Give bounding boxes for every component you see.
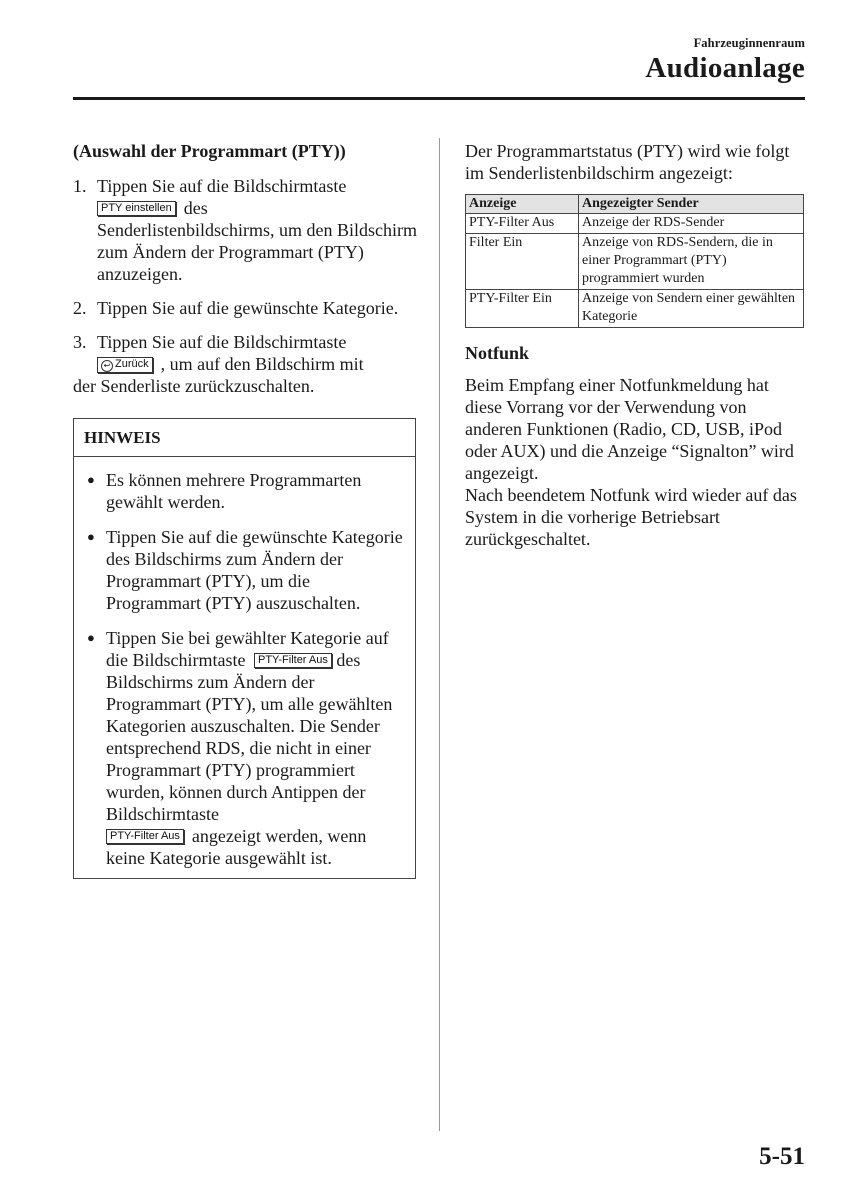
zurueck-key <box>97 357 153 373</box>
zurueck-key-label: Zurück <box>115 358 149 370</box>
table-cell: Anzeige von Sendern einer gewählten Kategorie <box>579 290 804 328</box>
hinweis-body <box>74 457 415 878</box>
table-cell: PTY-Filter Aus <box>466 214 579 234</box>
table-cell: PTY-Filter Ein <box>466 290 579 328</box>
table-header-row <box>466 195 804 214</box>
notfunk-paragraph: Nach beendetem Notfunk wird wieder auf das System in die vorherige Betriebsart zurückgeschaltet. <box>465 485 797 549</box>
pty-heading: (Auswahl der Programmart (PTY)) <box>73 141 346 161</box>
pty-status-table <box>465 194 804 328</box>
hinweis-box <box>73 418 416 879</box>
page-number: 5-51 <box>759 1143 805 1170</box>
table-row <box>466 290 804 328</box>
table-header-cell: Anzeige <box>466 195 579 214</box>
bullet-icon: ● <box>87 630 95 645</box>
hinweis-title: HINWEIS <box>74 419 415 457</box>
bullet-text: angezeigt werden, wenn <box>191 826 367 846</box>
column-divider <box>439 138 440 1131</box>
notfunk-heading: Notfunk <box>465 343 530 363</box>
bullet-text: Tippen Sie bei gewählter Kategorie auf die Bildschirmtaste <box>106 628 389 670</box>
key-row <box>97 353 418 375</box>
header-divider <box>73 97 805 100</box>
step-text: , um auf den Bildschirm mit <box>160 354 364 374</box>
page-title: Audioanlage <box>645 52 805 84</box>
step-list <box>73 175 418 397</box>
hinweis-bullet <box>84 469 405 513</box>
table-row <box>466 214 804 234</box>
bullet-icon: ● <box>87 529 95 544</box>
header-section-label: Fahrzeuginnenraum <box>693 36 805 50</box>
table-header-cell: Angezeigter Sender <box>579 195 804 214</box>
table-row <box>466 234 804 290</box>
step-1 <box>73 175 418 285</box>
step-2 <box>73 297 418 319</box>
step-text: Tippen Sie auf die Bildschirmtaste <box>97 176 347 196</box>
hinweis-bullet <box>84 627 405 869</box>
pty-filter-aus-key: PTY-Filter Aus <box>254 653 332 668</box>
step-3 <box>73 331 418 397</box>
notfunk-paragraph: Beim Empfang einer Notfunkmeldung hat diese Vorrang vor der Verwendung von anderen Funktionen (Radio, CD, USB, iPod oder AUX) und die Anzeige “Signalton” wird angezeigt. <box>465 375 794 483</box>
step-text: Senderlistenbildschirms, um den Bildschirm zum Ändern der Programmart (PTY) anzuzeigen. <box>97 220 417 284</box>
bullet-text: Tippen Sie auf die gewünschte Kategorie des Bildschirms zum Ändern der Programmart (PTY), um die Programmart (PTY) auszuschalten. <box>106 527 403 613</box>
table-cell: Anzeige von RDS-Sendern, die in einer Programmart (PTY) programmiert wurden <box>579 234 804 290</box>
step-text: Tippen Sie auf die Bildschirmtaste <box>97 332 347 352</box>
step-number: 2. <box>73 298 87 318</box>
back-arrow-icon: ↩ <box>101 360 113 372</box>
bullet-icon: ● <box>87 472 95 487</box>
step-text: Tippen Sie auf die gewünschte Kategorie. <box>97 298 399 318</box>
right-column <box>465 140 805 550</box>
step-number: 1. <box>73 176 87 196</box>
pty-filter-aus-key: PTY-Filter Aus <box>106 829 184 844</box>
step-text: der Senderliste zurückzuschalten. <box>73 376 315 396</box>
left-column <box>73 140 418 879</box>
key-row <box>97 197 418 219</box>
pty-einstellen-key: PTY einstellen <box>97 201 176 216</box>
table-cell: Filter Ein <box>466 234 579 290</box>
bullet-text: des Bildschirms zum Ändern der Programmart (PTY), um alle gewählten Kategorien auszuschalten. Die Sender entsprechend RDS, die nicht in einer Programmart (PTY) programmiert wurden, können durch Antippen der Bildschirmtaste <box>106 650 393 824</box>
table-cell: Anzeige der RDS-Sender <box>579 214 804 234</box>
pty-status-intro: Der Programmartstatus (PTY) wird wie folgt im Senderlistenbildschirm angezeigt: <box>465 141 790 183</box>
step-text: des <box>183 198 208 218</box>
bullet-text: keine Kategorie ausgewählt ist. <box>106 848 332 868</box>
key-row <box>106 825 405 847</box>
hinweis-bullet <box>84 526 405 614</box>
bullet-text: Es können mehrere Programmarten gewählt werden. <box>106 470 362 512</box>
step-number: 3. <box>73 332 87 352</box>
